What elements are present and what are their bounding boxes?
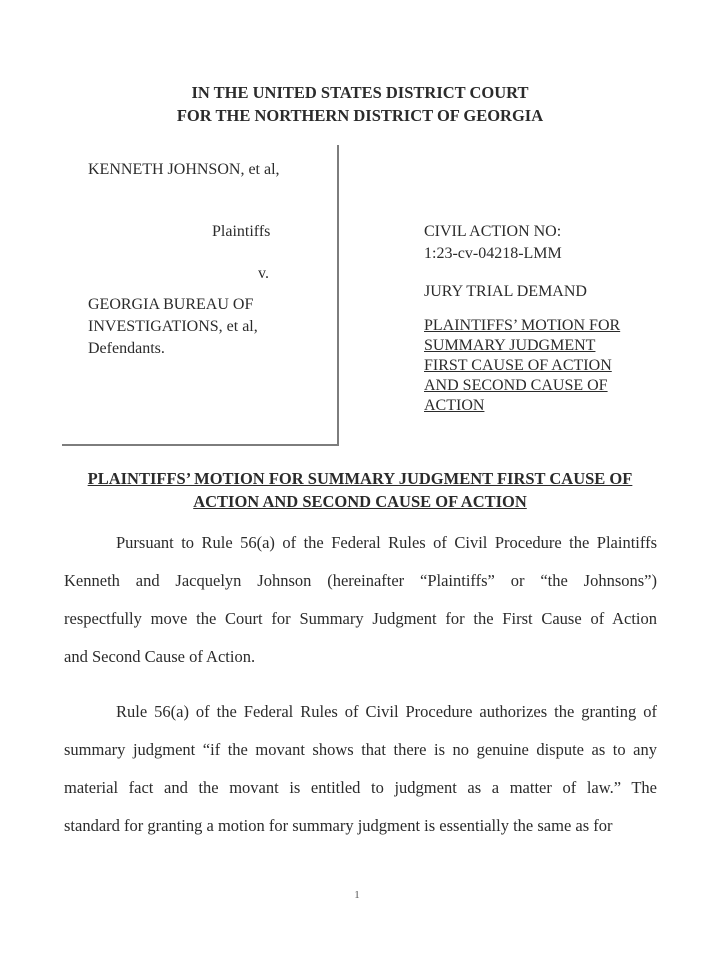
paragraph-line: Rule 56(a) of the Federal Rules of Civil Procedure authorizes the granting of (116, 702, 657, 721)
motion-heading-line2: ACTION AND SECOND CAUSE OF ACTION (193, 491, 527, 511)
paragraph-line: and Second Cause of Action. (64, 647, 256, 666)
motion-title-line: ACTION (424, 397, 485, 414)
paragraph-1 (64, 524, 657, 676)
motion-title-line: SUMMARY JUDGMENT (424, 337, 596, 354)
motion-heading (0, 468, 720, 513)
plaintiff-role: Plaintiffs (212, 223, 271, 240)
caption-case-info (424, 221, 664, 416)
paragraph-line: Kenneth and Jacquelyn Johnson (hereinafter “Plaintiffs” or “the Johnsons”) (64, 571, 657, 590)
paragraph-line: respectfully move the Court for Summary Judgment for the First Cause of Action (64, 609, 657, 628)
motion-title-line: AND SECOND CAUSE OF (424, 377, 608, 394)
document-body (64, 524, 657, 845)
paragraph-line: summary judgment “if the movant shows that there is no genuine dispute as to any (64, 740, 657, 759)
paragraph-line: standard for granting a motion for summary judgment is essentially the same as for (64, 816, 613, 835)
plaintiff-name: KENNETH JOHNSON, et al, (88, 161, 280, 178)
caption-motion-title (424, 316, 664, 416)
court-header-line1: IN THE UNITED STATES DISTRICT COURT (191, 83, 529, 102)
paragraph-line: material fact and the movant is entitled to judgment as a matter of law.” The (64, 778, 657, 797)
civil-action-number: 1:23-cv-04218-LMM (424, 245, 562, 262)
defendant-name-line2: INVESTIGATIONS, et al, (88, 318, 258, 335)
versus-label: v. (258, 265, 269, 282)
motion-title-line: PLAINTIFFS’ MOTION FOR (424, 317, 621, 334)
jury-trial-demand: JURY TRIAL DEMAND (424, 283, 587, 300)
court-header (0, 81, 720, 127)
paragraph-2 (64, 693, 657, 845)
caption-parties (62, 145, 339, 446)
motion-heading-line1: PLAINTIFFS’ MOTION FOR SUMMARY JUDGMENT FIRST CAUSE OF (87, 469, 633, 488)
defendant-role: Defendants. (88, 340, 165, 357)
court-header-line2: FOR THE NORTHERN DISTRICT OF GEORGIA (176, 106, 544, 125)
motion-title-line: FIRST CAUSE OF ACTION (424, 357, 612, 374)
page-number: 1 (354, 889, 360, 901)
civil-action-label: CIVIL ACTION NO: (424, 223, 562, 240)
defendant-name-line1: GEORGIA BUREAU OF (88, 296, 254, 313)
paragraph-line: Pursuant to Rule 56(a) of the Federal Rules of Civil Procedure the Plaintiffs (116, 533, 657, 552)
